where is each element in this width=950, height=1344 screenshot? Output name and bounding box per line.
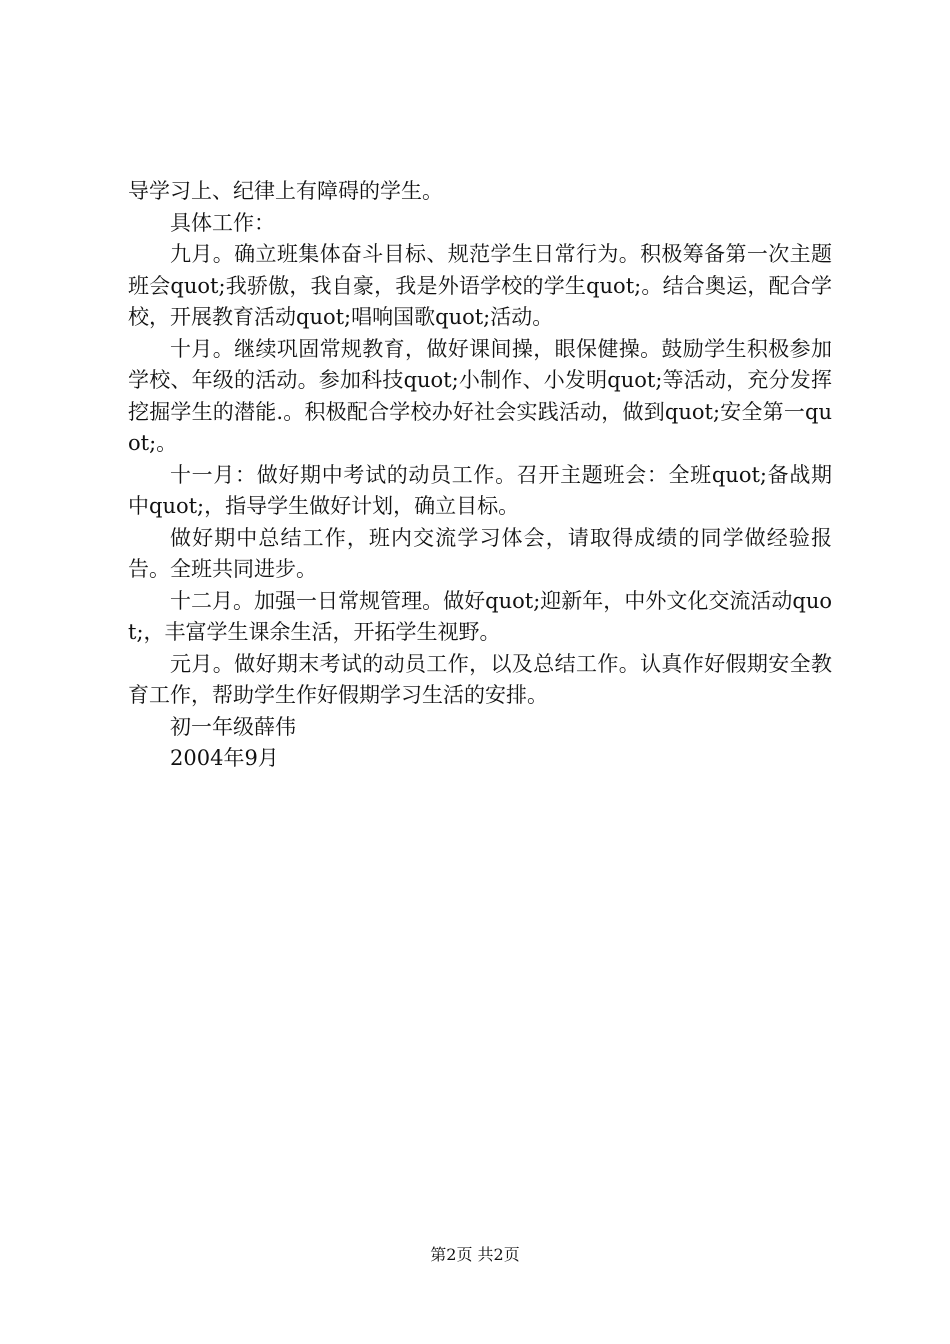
paragraph-september: 九月。确立班集体奋斗目标、规范学生日常行为。积极筹备第一次主题班会quot;我骄傲，我自豪，我是外语学校的学生quot;。结合奥运，配合学校，开展教育活动quot;唱响国歌quot;活动。 (128, 242, 832, 329)
paragraph-specific-work-heading: 具体工作： (170, 210, 275, 235)
document-body (128, 176, 832, 775)
signature-author: 初一年级薛伟 (170, 714, 296, 739)
page-number-footer: 第2页 共2页 (430, 1245, 520, 1264)
paragraph-november: 十一月：做好期中考试的动员工作。召开主题班会：全班quot;备战期中quot;，指导学生做好计划，确立目标。 (128, 462, 832, 518)
paragraph-october: 十月。继续巩固常规教育，做好课间操，眼保健操。鼓励学生积极参加学校、年级的活动。参加科技quot;小制作、小发明quot;等活动，充分发挥挖掘学生的潜能.。积极配合学校办好社会实践活动，做到quot;安全第一quot;。 (128, 336, 832, 455)
paragraph-intro-continuation: 导学习上、纪律上有障碍的学生。 (128, 179, 443, 203)
paragraph-december: 十二月。加强一日常规管理。做好quot;迎新年，中外文化交流活动quot;，丰富学生课余生活，开拓学生视野。 (128, 588, 832, 644)
paragraph-midterm-summary: 做好期中总结工作，班内交流学习体会，请取得成绩的同学做经验报告。全班共同进步。 (128, 525, 832, 581)
signature-date: 2004年9月 (170, 746, 279, 770)
paragraph-january: 元月。做好期末考试的动员工作，以及总结工作。认真作好假期安全教育工作，帮助学生作好假期学习生活的安排。 (128, 651, 832, 707)
